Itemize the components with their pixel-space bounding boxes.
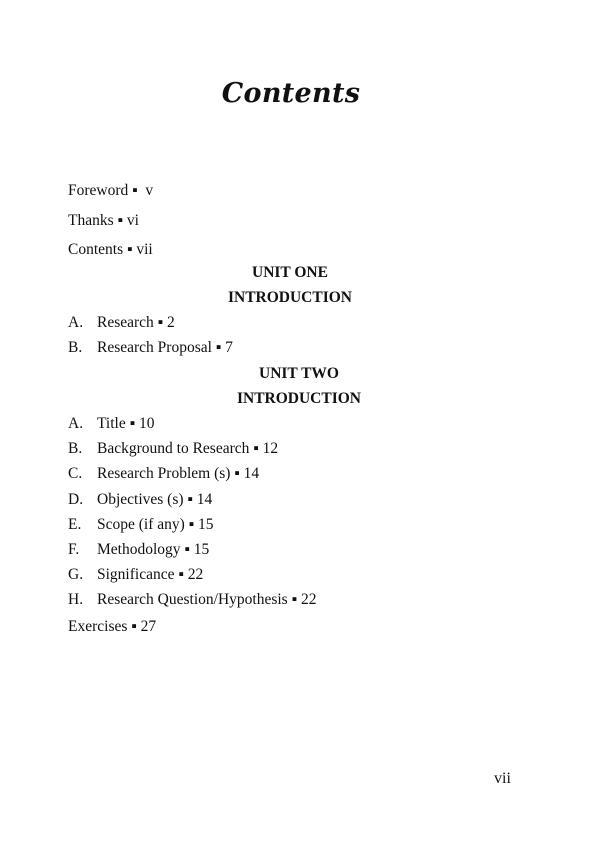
entry-letter: B. xyxy=(68,339,83,357)
front-matter-list xyxy=(68,176,153,265)
toc-entry xyxy=(68,512,512,537)
entry-letter: D. xyxy=(68,490,84,508)
entry-label: Contents xyxy=(68,241,124,258)
entry-text: Background to Research ▪ 12 xyxy=(97,440,279,458)
toc-entry-exercises: Exercises ▪ 27 xyxy=(68,618,157,635)
toc-entry xyxy=(68,461,512,486)
entry-page: vi xyxy=(126,211,139,229)
unit-one-title: UNIT ONE xyxy=(252,264,328,281)
entry-text: Objectives (s) ▪ 14 xyxy=(97,490,213,508)
entry-letter: A. xyxy=(68,314,84,331)
entry-separator: ▪ xyxy=(113,211,127,229)
unit-two-title: UNIT TWO xyxy=(259,365,339,382)
toc-entry xyxy=(68,562,512,587)
entry-text: Research Proposal ▪ 7 xyxy=(97,339,233,357)
toc-entry xyxy=(68,587,512,612)
page-number: vii xyxy=(494,770,511,787)
entry-page: vii xyxy=(136,241,153,258)
entry-text: Research Question/Hypothesis ▪ 22 xyxy=(97,591,317,609)
entry-text: Scope (if any) ▪ 15 xyxy=(97,515,214,533)
entry-text: Research ▪ 2 xyxy=(97,314,175,331)
entry-label: Thanks xyxy=(68,211,114,229)
unit-two-heading: INTRODUCTION xyxy=(236,390,361,407)
entry-text: Title ▪ 10 xyxy=(97,415,155,432)
toc-entry xyxy=(68,487,512,512)
page-title: Contents xyxy=(221,78,361,109)
toc-entry-foreword xyxy=(68,176,153,206)
entry-text: Significance ▪ 22 xyxy=(97,566,204,584)
entry-separator: ▪ xyxy=(123,241,137,258)
toc-entry-thanks xyxy=(68,206,153,236)
toc-entry xyxy=(68,335,512,360)
entry-text: Research Problem (s) ▪ 14 xyxy=(97,465,260,483)
entry-letter: B. xyxy=(68,440,83,458)
unit-one-section xyxy=(68,260,512,360)
entry-page: v xyxy=(145,182,154,199)
toc-entry xyxy=(68,411,512,436)
entry-letter: G. xyxy=(68,566,84,584)
entry-letter: A. xyxy=(68,415,84,432)
unit-one-heading: INTRODUCTION xyxy=(227,289,352,306)
entry-separator: ▪ xyxy=(128,182,146,199)
entry-text: Methodology ▪ 15 xyxy=(97,541,210,559)
toc-entry xyxy=(68,537,512,562)
toc-entry xyxy=(68,310,512,335)
unit-two-section xyxy=(68,361,512,613)
entry-letter: E. xyxy=(68,515,82,533)
entry-letter: C. xyxy=(68,465,83,483)
entry-letter: F. xyxy=(68,541,80,559)
entry-label: Foreword xyxy=(68,182,129,199)
entry-letter: H. xyxy=(68,591,84,609)
toc-entry xyxy=(68,436,512,461)
